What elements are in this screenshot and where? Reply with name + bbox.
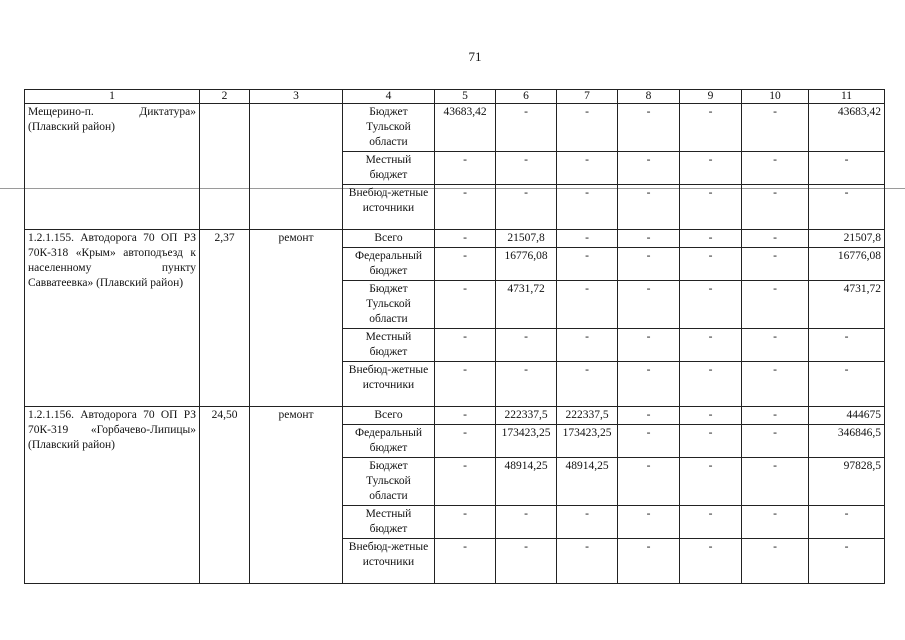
value-cell-10: - — [742, 407, 809, 425]
value-cell-11: 97828,5 — [809, 458, 885, 506]
value-cell-11: - — [809, 362, 885, 407]
value-cell-9: - — [680, 362, 742, 407]
value-cell-6: - — [496, 329, 557, 362]
value-cell-11: 4731,72 — [809, 281, 885, 329]
value-cell-5: - — [435, 425, 496, 458]
column-header-10: 10 — [742, 90, 809, 104]
value-cell-11: - — [809, 539, 885, 584]
value-cell-10: - — [742, 425, 809, 458]
value-cell-8: - — [618, 539, 680, 584]
value-cell-7: - — [557, 104, 618, 152]
value-cell-5: - — [435, 458, 496, 506]
value-cell-10: - — [742, 230, 809, 248]
value-cell-5: - — [435, 506, 496, 539]
value-cell-5: 43683,42 — [435, 104, 496, 152]
value-cell-11: - — [809, 506, 885, 539]
value-cell-11: - — [809, 329, 885, 362]
column-header-3: 3 — [250, 90, 343, 104]
value-cell-11: 21507,8 — [809, 230, 885, 248]
value-cell-6: 173423,25 — [496, 425, 557, 458]
funding-source-cell: Местный бюджет — [343, 329, 435, 362]
object-name-cell: Мещерино-п. Диктатура» (Плавский район) — [25, 104, 200, 230]
value-cell-7: 48914,25 — [557, 458, 618, 506]
value-cell-9: - — [680, 458, 742, 506]
value-cell-10: - — [742, 185, 809, 230]
value-cell-10: - — [742, 152, 809, 185]
column-header-11: 11 — [809, 90, 885, 104]
value-cell-7: - — [557, 152, 618, 185]
value-cell-9: - — [680, 152, 742, 185]
length-cell: 24,50 — [200, 407, 250, 584]
value-cell-9: - — [680, 248, 742, 281]
column-header-7: 7 — [557, 90, 618, 104]
value-cell-10: - — [742, 104, 809, 152]
value-cell-5: - — [435, 329, 496, 362]
value-cell-8: - — [618, 185, 680, 230]
value-cell-7: - — [557, 329, 618, 362]
value-cell-10: - — [742, 506, 809, 539]
funding-source-cell: Федеральный бюджет — [343, 248, 435, 281]
value-cell-6: 222337,5 — [496, 407, 557, 425]
value-cell-7: - — [557, 281, 618, 329]
value-cell-5: - — [435, 230, 496, 248]
value-cell-8: - — [618, 104, 680, 152]
work-type-cell: ремонт — [250, 230, 343, 407]
column-header-9: 9 — [680, 90, 742, 104]
value-cell-6: 21507,8 — [496, 230, 557, 248]
value-cell-7: 173423,25 — [557, 425, 618, 458]
table-row — [25, 230, 885, 248]
value-cell-7: - — [557, 248, 618, 281]
value-cell-8: - — [618, 230, 680, 248]
work-type-cell: ремонт — [250, 407, 343, 584]
column-header-5: 5 — [435, 90, 496, 104]
header-row — [25, 90, 885, 104]
value-cell-11: 346846,5 — [809, 425, 885, 458]
value-cell-9: - — [680, 506, 742, 539]
value-cell-7: - — [557, 230, 618, 248]
funding-source-cell: Местный бюджет — [343, 506, 435, 539]
page-number: 71 — [468, 49, 482, 64]
value-cell-10: - — [742, 458, 809, 506]
value-cell-8: - — [618, 458, 680, 506]
object-name-cell: 1.2.1.155. Автодорога 70 ОП РЗ 70К-318 «Крым» автоподъезд к населенному пункту Савватеевка» (Плавский район) — [25, 230, 200, 407]
funding-source-cell: Всего — [343, 230, 435, 248]
value-cell-6: - — [496, 506, 557, 539]
value-cell-10: - — [742, 281, 809, 329]
length-cell: 2,37 — [200, 230, 250, 407]
value-cell-8: - — [618, 506, 680, 539]
funding-source-cell: Бюджет Тульской области — [343, 458, 435, 506]
value-cell-8: - — [618, 152, 680, 185]
value-cell-6: - — [496, 185, 557, 230]
value-cell-5: - — [435, 407, 496, 425]
column-header-6: 6 — [496, 90, 557, 104]
funding-source-cell: Внебюд-жетные источники — [343, 185, 435, 230]
value-cell-5: - — [435, 152, 496, 185]
funding-source-cell: Внебюд-жетные источники — [343, 362, 435, 407]
value-cell-8: - — [618, 407, 680, 425]
value-cell-9: - — [680, 104, 742, 152]
value-cell-10: - — [742, 539, 809, 584]
value-cell-5: - — [435, 281, 496, 329]
value-cell-10: - — [742, 329, 809, 362]
value-cell-9: - — [680, 539, 742, 584]
value-cell-6: - — [496, 152, 557, 185]
value-cell-9: - — [680, 185, 742, 230]
value-cell-7: - — [557, 185, 618, 230]
value-cell-7: - — [557, 362, 618, 407]
funding-source-cell: Бюджет Тульской области — [343, 281, 435, 329]
funding-source-cell: Бюджет Тульской области — [343, 104, 435, 152]
column-header-1: 1 — [25, 90, 200, 104]
value-cell-11: 16776,08 — [809, 248, 885, 281]
funding-source-cell: Федеральный бюджет — [343, 425, 435, 458]
value-cell-5: - — [435, 362, 496, 407]
funding-source-cell: Всего — [343, 407, 435, 425]
value-cell-6: 16776,08 — [496, 248, 557, 281]
value-cell-5: - — [435, 248, 496, 281]
work-type-cell — [250, 104, 343, 230]
value-cell-6: - — [496, 539, 557, 584]
table-row — [25, 407, 885, 425]
value-cell-11: 43683,42 — [809, 104, 885, 152]
column-header-8: 8 — [618, 90, 680, 104]
value-cell-5: - — [435, 185, 496, 230]
value-cell-10: - — [742, 362, 809, 407]
value-cell-9: - — [680, 425, 742, 458]
budget-table — [24, 89, 885, 584]
value-cell-8: - — [618, 329, 680, 362]
value-cell-7: - — [557, 539, 618, 584]
value-cell-11: 444675 — [809, 407, 885, 425]
value-cell-6: 4731,72 — [496, 281, 557, 329]
value-cell-7: 222337,5 — [557, 407, 618, 425]
value-cell-11: - — [809, 152, 885, 185]
funding-source-cell: Местный бюджет — [343, 152, 435, 185]
value-cell-8: - — [618, 425, 680, 458]
value-cell-9: - — [680, 230, 742, 248]
funding-source-cell: Внебюд-жетные источники — [343, 539, 435, 584]
value-cell-6: - — [496, 104, 557, 152]
value-cell-8: - — [618, 362, 680, 407]
table-row — [25, 104, 885, 152]
length-cell — [200, 104, 250, 230]
value-cell-6: - — [496, 362, 557, 407]
value-cell-8: - — [618, 248, 680, 281]
column-header-4: 4 — [343, 90, 435, 104]
value-cell-9: - — [680, 407, 742, 425]
object-name-cell: 1.2.1.156. Автодорога 70 ОП РЗ 70К-319 «Горбачево-Липицы» (Плавский район) — [25, 407, 200, 584]
value-cell-10: - — [742, 248, 809, 281]
value-cell-9: - — [680, 329, 742, 362]
value-cell-6: 48914,25 — [496, 458, 557, 506]
value-cell-11: - — [809, 185, 885, 230]
value-cell-7: - — [557, 506, 618, 539]
value-cell-8: - — [618, 281, 680, 329]
value-cell-9: - — [680, 281, 742, 329]
table-body — [25, 90, 885, 584]
value-cell-5: - — [435, 539, 496, 584]
column-header-2: 2 — [200, 90, 250, 104]
